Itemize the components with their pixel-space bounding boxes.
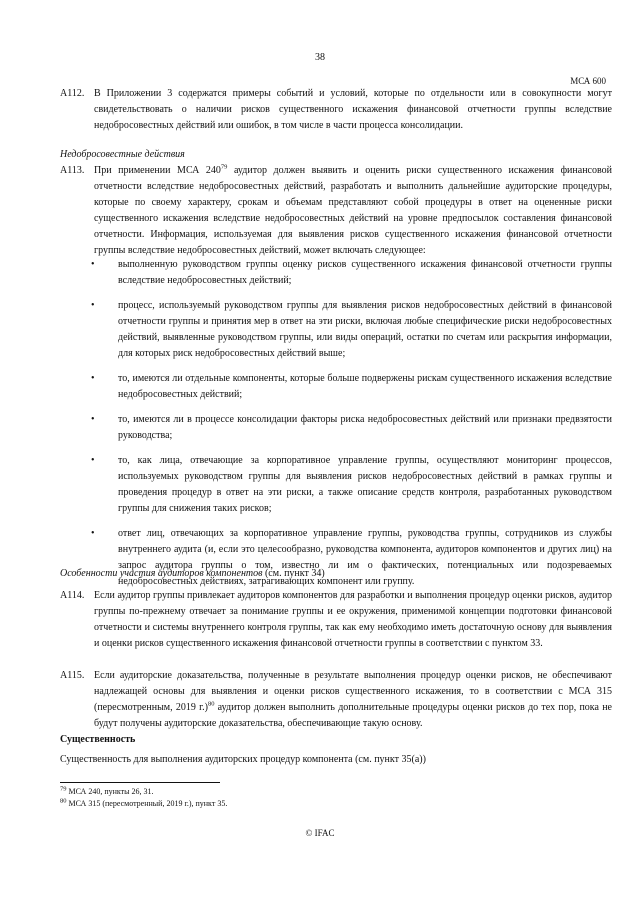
section-heading-materiality: Существенность [60, 734, 136, 745]
subheading-materiality: Существенность для выполнения аудиторских процедур компонента (см. пункт 35(a)) [60, 754, 426, 765]
footnote: $^{79}$ МСА 240, пункты 26, 31. [60, 785, 154, 796]
footnotes [60, 786, 227, 809]
footnote-ref: 79 [220, 163, 228, 171]
section-heading-component-auditors: Особенности участия аудиторов компонентов (см. пункт 34) [60, 568, 325, 579]
paragraph-a115 [60, 668, 612, 732]
paragraph-text: Если аудиторские доказательства, полученные в результате выполнения процедур оценки рисков, не обеспечивают надлежащей основы для выявления и оценки рисков существенного искажения, то в соответствии с МСА 315 (пересмотренным, 2019 г.)$^{80}$ аудитор должен выполнить дополнительные процедуры оценки рисков до тех пор, пока не будут получены аудиторские доказательства, обеспечивающие такую основу. [94, 670, 612, 729]
list-item: • то, имеются ли в процессе консолидации факторы риска недобросовестных действий или признаки предвзятости руководства; [91, 414, 612, 441]
copyright: © IFAC [305, 828, 335, 838]
paragraph-a114 [60, 588, 612, 652]
footnote-ref: 80 [207, 700, 215, 708]
bullet-list [60, 257, 612, 590]
paragraph-text: В Приложении 3 содержатся примеры событий и условий, которые по отдельности или в совокупности могут свидетельствовать о наличии рисков существенного искажения финансовой отчетности группы вследствие недобросовестных действий или ошибок, в том числе в части процесса консолидации. [94, 88, 612, 131]
section-heading-fraud: Недобросовестные действия [60, 149, 185, 160]
list-item: • ответ лиц, отвечающих за корпоративное управление группы, руководства группы, сотрудников из службы внутреннего аудита (и, если это целесообразно, руководства компонента, аудиторов компонентов и других лиц) на запрос аудитора группы о том, известно ли им о фактических, потенциальных или подозреваемых недобросовестных действиях, затрагивающих компонент или группу. [91, 528, 612, 587]
list-item: • процесс, используемый руководством группы для выявления рисков недобросовестных действий в финансовой отчетности группы и принятия мер в ответ на эти риски, включая любые специфические риски недобросовестных действий, выявленные руководством группы, или виды операций, остатки по счетам или раскрытия информации, для которых риск недобросовестных действий выше; [91, 300, 612, 359]
list-item: • то, как лица, отвечающие за корпоративное управление группы, осуществляют мониторинг процессов, используемых руководством группы для выявления рисков недобросовестных действий в рамках группы и проведения процедур в ответ на эти риски, а также описание средств контроля, разработанных руководством группы для снижения таких рисков; [91, 455, 612, 514]
page-number: 38 [315, 52, 325, 63]
paragraph-number: A112. [60, 88, 85, 99]
paragraph-text: При применении МСА $240^{79}$ аудитор должен выявить и оценить риски существенного искажения финансовой отчетности вследствие недобросовестных действий, разработать и выполнить дальнейшие аудиторские процедуры, которые по своему характеру, срокам и объемам представляют собой процедуры в ответ на оцененные риски существенного искажения вследствие недобросовестных действий на уровне предпосылок составления финансовой отчетности. Информация, используемая для выявления рисков существенного искажения финансовой отчетности группы вследствие недобросовестных действий, может включать следующее: [94, 163, 612, 256]
footnote-divider [60, 782, 220, 783]
paragraph-number: A115. [60, 670, 85, 681]
list-item: • то, имеются ли отдельные компоненты, которые больше подвержены рискам существенного искажения вследствие недобросовестных действий; [91, 373, 612, 400]
paragraph-number: A113. [60, 165, 85, 176]
document-code: МСА 600 [570, 76, 606, 86]
paragraph-text: Если аудитор группы привлекает аудиторов компонентов для разработки и выполнения процедур оценки рисков, аудитор группы по-прежнему отвечает за понимание группы и ее окружения, применимой концепции подготовки финансовой отчетности и системы внутреннего контроля группы, так как ему необходимо иметь достаточную основу для выявления и оценки рисков существенного искажения финансовой отчетности группы в соответствии с пунктом 33. [94, 590, 612, 649]
paragraph-a112 [60, 86, 612, 134]
paragraph-a113 [60, 163, 612, 259]
list-item: • выполненную руководством группы оценку рисков существенного искажения финансовой отчетности группы вследствие недобросовестных действий; [91, 259, 612, 286]
footnote: $^{80}$ МСА 315 (пересмотренный, 2019 г.), пункт 35. [60, 796, 228, 808]
paragraph-number: A114. [60, 590, 85, 601]
